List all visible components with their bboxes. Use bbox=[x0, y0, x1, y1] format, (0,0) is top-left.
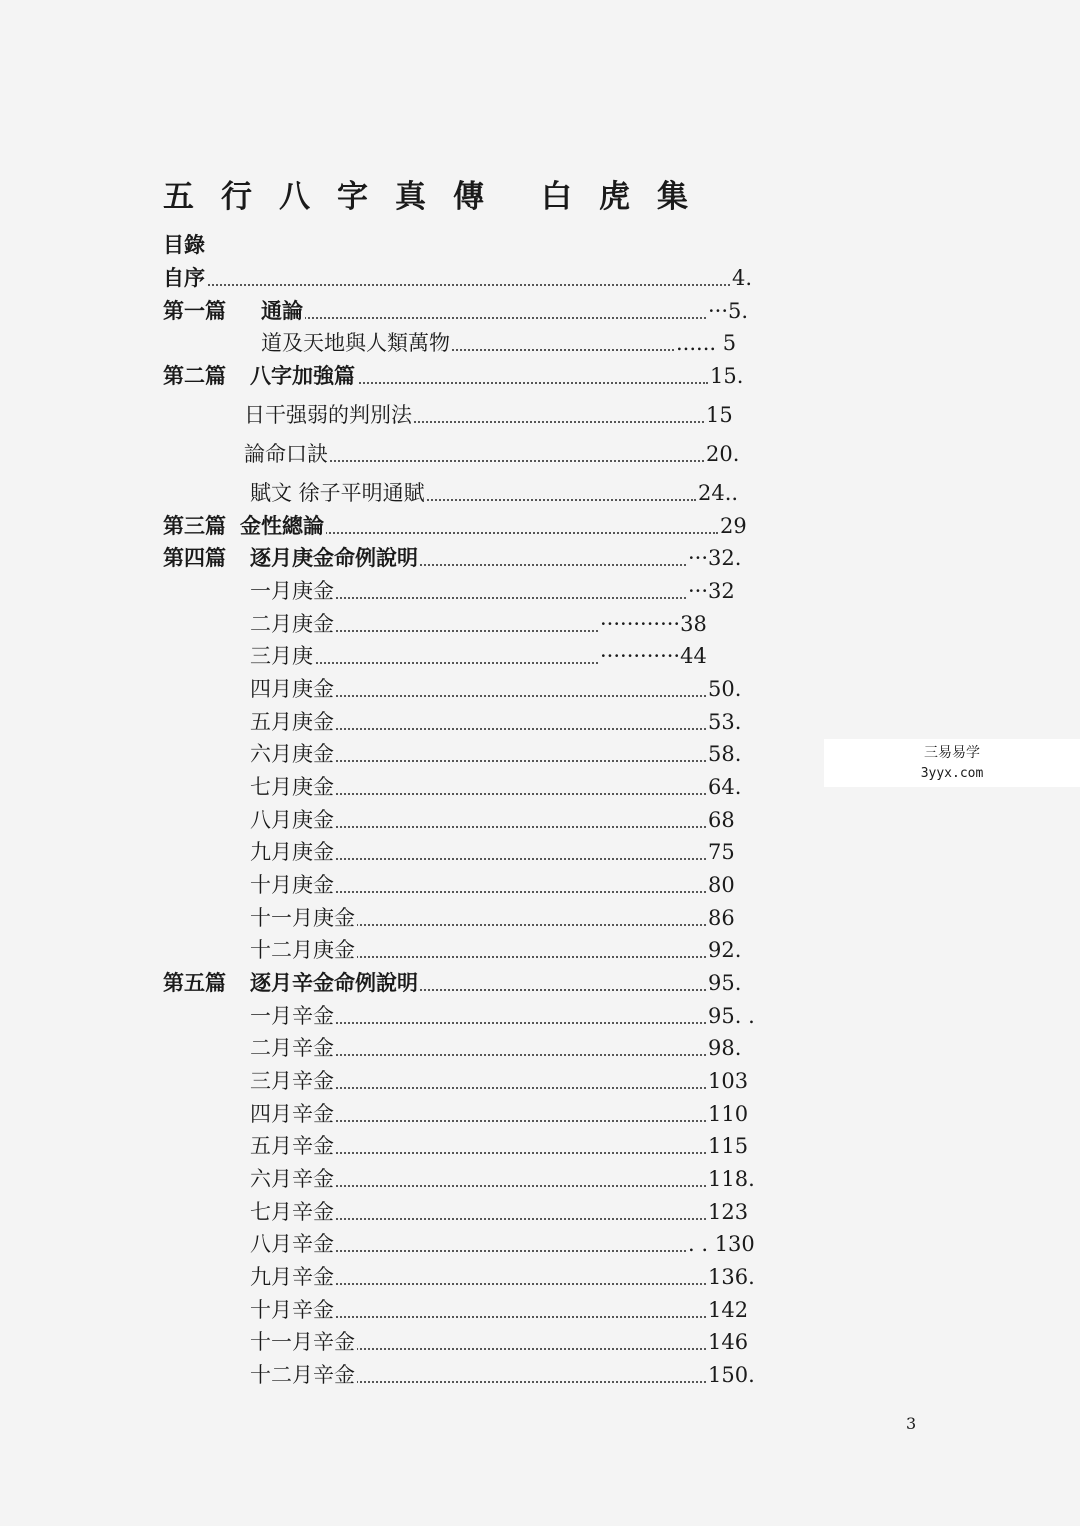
toc-part-label: 第四篇 bbox=[163, 545, 226, 570]
toc-page-number: 15 bbox=[704, 398, 733, 432]
toc-page-number: 58. bbox=[706, 737, 741, 771]
toc-page-number: ············44 bbox=[598, 639, 707, 673]
toc-page-number: ...... 5 bbox=[674, 326, 736, 360]
toc-heading: 目錄 bbox=[163, 232, 205, 257]
toc-entry-title: 十二月辛金 bbox=[250, 1358, 357, 1392]
toc-entry bbox=[163, 261, 763, 295]
toc-dot-leader bbox=[271, 317, 706, 319]
toc-page-number: 92. bbox=[706, 933, 741, 967]
toc-page-number: 50. bbox=[706, 672, 741, 706]
toc-page-number: 136. bbox=[706, 1260, 755, 1294]
toc-page-number: 142 bbox=[706, 1293, 748, 1327]
toc-page-number: 95. bbox=[706, 966, 741, 1000]
toc-page-number: 80 bbox=[706, 868, 735, 902]
toc-entry-title: 九月辛金 bbox=[250, 1260, 336, 1294]
toc-entry bbox=[163, 1260, 763, 1294]
toc-entry-title: 逐月庚金命例說明 bbox=[250, 541, 420, 575]
toc-entry-title: 九月庚金 bbox=[250, 835, 336, 869]
toc-page-number: 150. bbox=[706, 1358, 755, 1392]
toc-entry bbox=[163, 737, 763, 771]
toc-page-number: 20. bbox=[704, 437, 739, 471]
watermark-text: 三易易学 bbox=[924, 745, 980, 761]
toc-page-number: 68 bbox=[706, 803, 735, 837]
toc-entry-title: 一月庚金 bbox=[250, 574, 336, 608]
toc-entry bbox=[163, 574, 763, 608]
toc-entry bbox=[163, 1293, 763, 1327]
toc-entry bbox=[163, 672, 763, 706]
toc-page-number: 29 bbox=[718, 509, 747, 543]
toc-entry bbox=[163, 868, 763, 902]
toc-entry bbox=[163, 803, 763, 837]
toc-entry bbox=[163, 1227, 763, 1261]
toc-entry bbox=[163, 966, 763, 1000]
title-char: 字 bbox=[337, 179, 368, 215]
toc-entry bbox=[163, 607, 763, 641]
toc-entry-title: 一月辛金 bbox=[250, 999, 336, 1033]
toc-entry-title: 日干强弱的判別法 bbox=[244, 398, 414, 432]
toc-page-number: 64. bbox=[706, 770, 741, 804]
toc-entry-title: 四月庚金 bbox=[250, 672, 336, 706]
toc-page-number: ···32. bbox=[686, 541, 741, 575]
toc-entry-title: 十二月庚金 bbox=[250, 933, 357, 967]
toc-page-number: ············38 bbox=[598, 607, 707, 641]
toc-entry bbox=[163, 835, 763, 869]
document-title bbox=[163, 172, 723, 222]
title-char: 五 bbox=[163, 179, 194, 215]
toc-page-number: ···5. bbox=[706, 294, 748, 328]
toc-part-label: 第三篇 bbox=[163, 513, 226, 538]
toc-entry-title: 賦文 徐子平明通賦 bbox=[250, 476, 427, 510]
toc-entry-title: 五月辛金 bbox=[250, 1129, 336, 1163]
toc-page-number: 4. bbox=[730, 261, 752, 295]
toc-entry-title: 八月庚金 bbox=[250, 803, 336, 837]
title-char: 白 bbox=[541, 179, 572, 215]
toc-entry-title: 十月庚金 bbox=[250, 868, 336, 902]
toc-entry-title: 十一月辛金 bbox=[250, 1325, 357, 1359]
toc-page-number: . . 130 bbox=[686, 1227, 755, 1261]
toc-page-number: 103 bbox=[706, 1064, 748, 1098]
toc-entry-title: 三月庚 bbox=[250, 639, 315, 673]
watermark-url: 3yyx.com bbox=[920, 766, 984, 781]
toc-entry bbox=[163, 359, 763, 393]
toc-page-number: 15. bbox=[708, 359, 743, 393]
toc-entry-title: 十一月庚金 bbox=[250, 901, 357, 935]
toc-entry-title: 金性總論 bbox=[240, 509, 326, 543]
toc-entry bbox=[163, 1064, 763, 1098]
toc-entry bbox=[163, 1358, 763, 1392]
toc-entry-title: 六月庚金 bbox=[250, 737, 336, 771]
toc-entry-title: 通論 bbox=[261, 294, 305, 328]
toc-entry-title: 二月庚金 bbox=[250, 607, 336, 641]
toc-entry bbox=[163, 398, 763, 432]
toc-entry bbox=[163, 541, 763, 575]
toc-entry-title: 七月庚金 bbox=[250, 770, 336, 804]
toc-page-number: 110 bbox=[706, 1097, 748, 1131]
toc-entry-title: 逐月辛金命例說明 bbox=[250, 966, 420, 1000]
toc-entry-title: 五月庚金 bbox=[250, 705, 336, 739]
title-char: 傳 bbox=[453, 179, 484, 215]
toc-entry bbox=[163, 1031, 763, 1065]
toc-entry-title: 十月辛金 bbox=[250, 1293, 336, 1327]
toc-entry bbox=[163, 999, 763, 1033]
toc-entry-title: 道及天地與人類萬物 bbox=[261, 326, 452, 360]
toc-entry-title: 八字加強篇 bbox=[250, 359, 357, 393]
toc-entry bbox=[163, 437, 763, 471]
title-char: 八 bbox=[279, 179, 310, 215]
toc-entry-title: 七月辛金 bbox=[250, 1195, 336, 1229]
toc-page-number: 123 bbox=[706, 1195, 748, 1229]
toc-entry bbox=[163, 705, 763, 739]
toc-part-label: 第五篇 bbox=[163, 970, 226, 995]
toc-entry-title: 八月辛金 bbox=[250, 1227, 336, 1261]
toc-entry bbox=[163, 326, 763, 360]
toc-entry-title: 自序 bbox=[163, 261, 207, 295]
toc-entry bbox=[163, 1195, 763, 1229]
title-char: 真 bbox=[395, 179, 426, 215]
toc-entry-title: 二月辛金 bbox=[250, 1031, 336, 1065]
toc-entry bbox=[163, 1162, 763, 1196]
toc-entry bbox=[163, 509, 763, 543]
toc-entry bbox=[163, 1097, 763, 1131]
toc-entry bbox=[163, 1129, 763, 1163]
toc-page-number: 86 bbox=[706, 901, 735, 935]
toc-entry-title: 四月辛金 bbox=[250, 1097, 336, 1131]
toc-page-number: 24.. bbox=[696, 476, 738, 510]
toc-entry bbox=[163, 639, 763, 673]
toc-entry bbox=[163, 294, 763, 328]
page-number: 3 bbox=[906, 1414, 917, 1433]
toc-entry bbox=[163, 770, 763, 804]
toc-entry bbox=[163, 1325, 763, 1359]
toc-part-label: 第一篇 bbox=[163, 298, 226, 323]
toc-dot-leader bbox=[173, 284, 730, 286]
toc-entry-title: 六月辛金 bbox=[250, 1162, 336, 1196]
watermark bbox=[824, 739, 1080, 787]
title-char: 行 bbox=[221, 179, 252, 215]
toc-page-number: 146 bbox=[706, 1325, 748, 1359]
toc-page-number: ···32 bbox=[686, 574, 735, 608]
title-char: 集 bbox=[657, 179, 688, 215]
toc-page-number: 115 bbox=[706, 1129, 748, 1163]
toc-entry bbox=[163, 933, 763, 967]
toc-part-label: 第二篇 bbox=[163, 363, 226, 388]
title-char: 虎 bbox=[599, 179, 630, 215]
toc-page-number: 53. bbox=[706, 705, 741, 739]
toc-page-number: 98. bbox=[706, 1031, 741, 1065]
toc-entry-title: 三月辛金 bbox=[250, 1064, 336, 1098]
toc-page-number: 95. . bbox=[706, 999, 755, 1033]
toc-entry bbox=[163, 901, 763, 935]
toc-page-number: 118. bbox=[706, 1162, 755, 1196]
toc-entry bbox=[163, 476, 763, 510]
toc-page-number: 75 bbox=[706, 835, 735, 869]
toc-entry-title: 論命口訣 bbox=[244, 437, 330, 471]
